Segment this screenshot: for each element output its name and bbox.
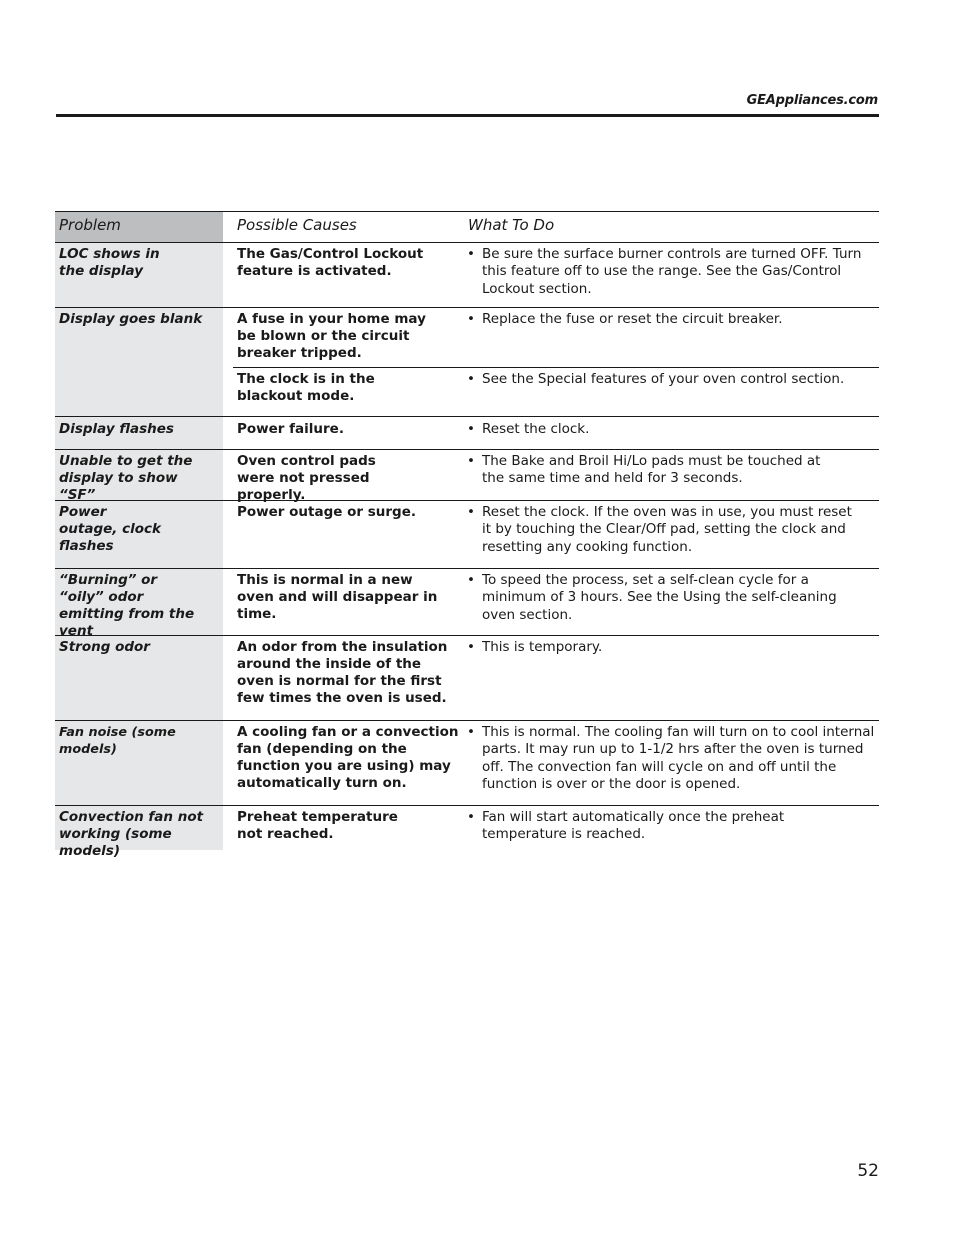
todo-cell: • See the Special features of your oven control section. [467,371,845,387]
todo-cell: • Reset the clock. [467,421,590,437]
cause-cell: A fuse in your home may be blown or the circuit breaker tripped. [237,311,426,361]
todo-cell: • Be sure the surface burner controls are turned OFF. Turn this feature off to use the range. See the Gas/Control Lockout section. [467,246,862,297]
todo-cell: • This is normal. The cooling fan will turn on to cool internal parts. It may run up to 1-1/2 hrs after the oven is turned off. The convection fan will cycle on and off until the function is over or the door is opened. [467,724,875,792]
problem-cell: Power outage, clock flashes [59,504,161,554]
table-row [55,450,879,501]
troubleshooting-table [55,211,879,859]
problem-cell: Fan noise (some models) [59,725,176,757]
cause-cell: The Gas/Control Lockout feature is activated. [237,246,424,279]
problem-cell: Display flashes [59,421,174,437]
table-row [55,243,879,308]
column-header-problem: Problem [59,216,121,234]
todo-cell: • Reset the clock. If the oven was in use, you must reset it by touching the Clear/Off pad, setting the clock and resetting any cooking function. [467,504,852,555]
table-row [55,806,879,859]
cause-cell: This is normal in a new oven and will disappear in time. [237,572,438,622]
cause-cell: Power outage or surge. [237,504,417,520]
table-header [55,211,879,243]
site-url: GEAppliances.com [746,93,878,108]
table-row [55,569,879,639]
cause-cell: Power failure. [237,421,344,437]
cause-cell: Preheat temperature not reached. [237,809,398,842]
table-row [55,501,879,569]
table-row [55,636,879,721]
sub-row [233,367,879,416]
cause-cell: A cooling fan or a convection fan (depending on the function you are using) may automatically turn on. [237,724,459,791]
todo-cell: • This is temporary. [467,639,603,655]
table-row [55,417,879,450]
problem-cell: Unable to get the display to show “SF” [59,453,193,503]
cause-cell: An odor from the insulation around the inside of the oven is normal for the first few times the oven is used. [237,639,448,706]
todo-cell: • Replace the fuse or reset the circuit breaker. [467,311,783,327]
problem-cell: Display goes blank [59,311,203,327]
table-row [55,308,879,417]
problem-cell: LOC shows in the display [59,246,160,279]
todo-cell: • The Bake and Broil Hi/Lo pads must be touched at the same time and held for 3 seconds. [467,453,821,487]
problem-cell: “Burning” or “oily” odor emitting from the vent [59,572,195,639]
problem-cell: Strong odor [59,639,150,655]
column-header-causes: Possible Causes [237,216,357,234]
cause-cell: Oven control pads were not pressed properly. [237,453,376,503]
column-header-todo: What To Do [468,216,555,234]
page-number: 52 [857,1161,879,1181]
header-rule [56,114,879,117]
problem-cell: Convection fan not working (some models) [59,809,204,859]
table-row [55,721,879,806]
cause-cell: The clock is in the blackout mode. [237,371,375,404]
todo-cell: • To speed the process, set a self-clean cycle for a minimum of 3 hours. See the Using the self-cleaning oven section. [467,572,837,623]
todo-cell: • Fan will start automatically once the preheat temperature is reached. [467,809,785,843]
